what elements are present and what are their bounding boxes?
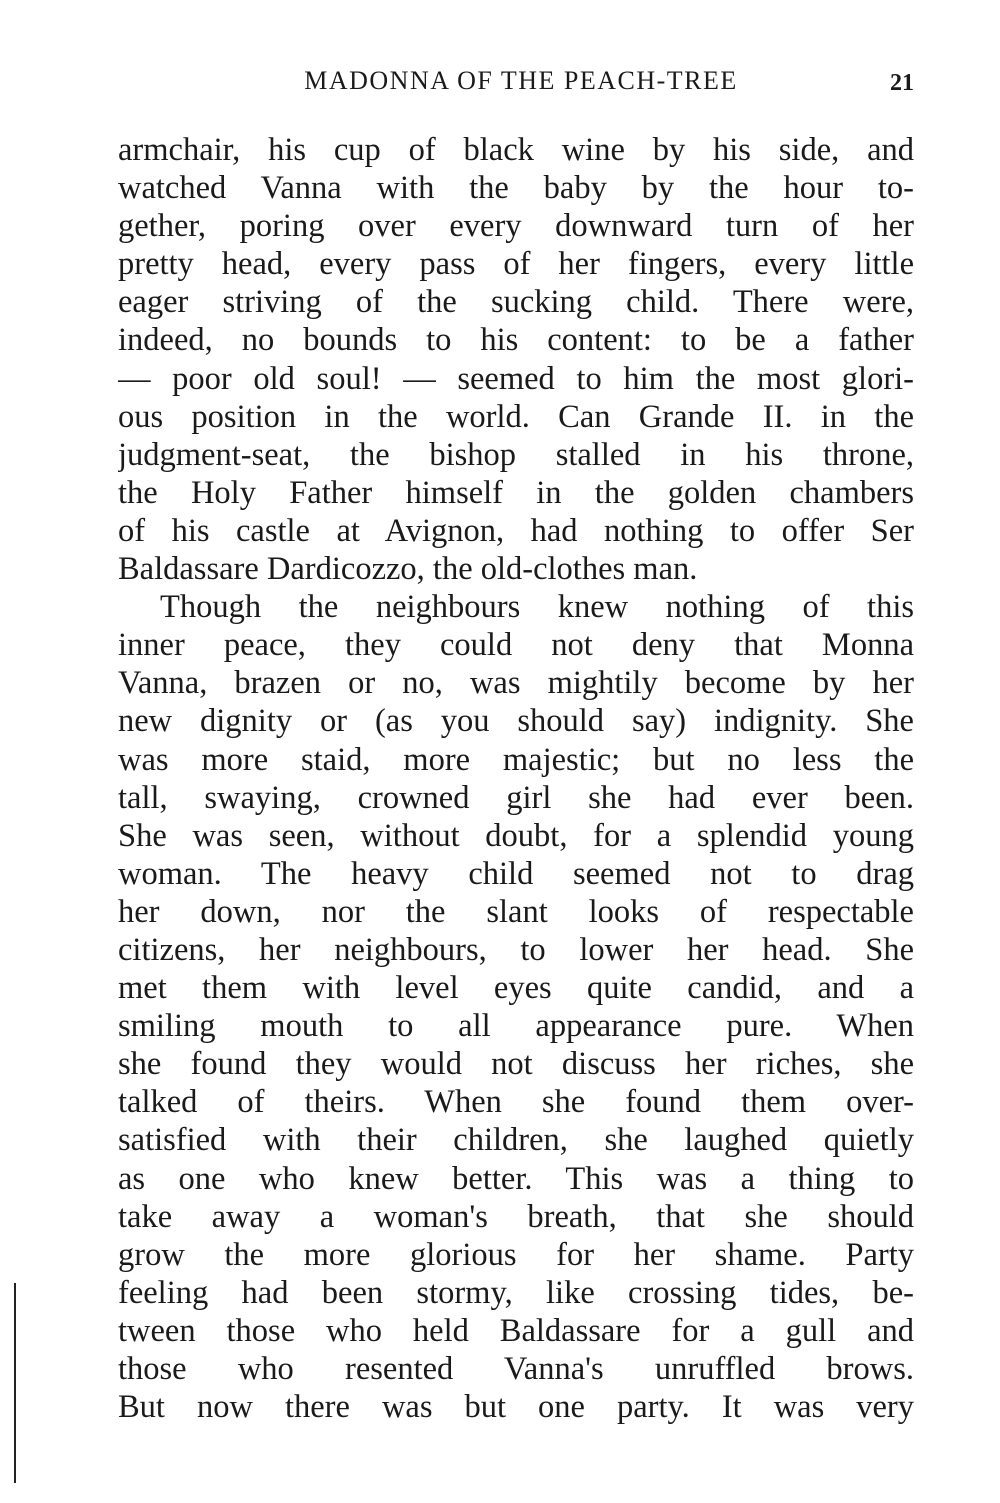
text-line: eager striving of the sucking child. There were, — [118, 284, 914, 321]
text-line: Vanna, brazen or no, was mightily become by her — [118, 665, 914, 702]
paragraph-end-line: Baldassare Dardicozzo, the old-clothes man. — [118, 551, 698, 588]
paragraph-start-line: Though the neighbours knew nothing of this — [160, 589, 914, 626]
text-line: talked of theirs. When she found them over- — [118, 1084, 914, 1121]
text-line: tall, swaying, crowned girl she had ever been. — [118, 779, 914, 816]
text-line: — poor old soul! — seemed to him the most glori- — [118, 360, 914, 397]
text-line: feeling had been stormy, like crossing tides, be- — [118, 1274, 914, 1311]
text-line: She was seen, without doubt, for a splendid young — [118, 817, 914, 854]
text-line: satisfied with their children, she laughed quietly — [118, 1122, 914, 1159]
running-title: MADONNA OF THE PEACH-TREE — [304, 66, 738, 95]
text-line: But now there was but one party. It was very — [118, 1389, 914, 1426]
text-line: of his castle at Avignon, had nothing to offer Ser — [118, 512, 914, 549]
scan-edge-line — [14, 1283, 16, 1483]
text-line: new dignity or (as you should say) indignity. She — [118, 703, 914, 740]
text-line: ous position in the world. Can Grande II. in the — [118, 398, 914, 435]
text-line: indeed, no bounds to his content: to be a father — [118, 322, 914, 359]
text-line: she found they would not discuss her riches, she — [118, 1046, 914, 1083]
text-line: was more staid, more majestic; but no less the — [118, 741, 914, 778]
text-line: citizens, her neighbours, to lower her head. She — [118, 931, 914, 968]
text-line: take away a woman's breath, that she should — [118, 1198, 914, 1235]
text-line: tween those who held Baldassare for a gull and — [118, 1312, 914, 1349]
text-line: woman. The heavy child seemed not to drag — [118, 855, 914, 892]
text-line: met them with level eyes quite candid, and a — [118, 970, 914, 1007]
text-line: the Holy Father himself in the golden chambers — [118, 474, 914, 511]
page-number: 21 — [890, 70, 914, 96]
text-line: watched Vanna with the baby by the hour to- — [118, 170, 914, 207]
text-line: armchair, his cup of black wine by his side, and — [118, 132, 914, 168]
text-line: pretty head, every pass of her fingers, every little — [118, 246, 914, 283]
running-head — [118, 64, 914, 98]
text-line: judgment-seat, the bishop stalled in his throne, — [118, 436, 914, 473]
body-text — [118, 131, 914, 1426]
text-line: inner peace, they could not deny that Monna — [118, 627, 914, 664]
text-line: grow the more glorious for her shame. Party — [118, 1236, 914, 1273]
text-line: as one who knew better. This was a thing to — [118, 1160, 914, 1197]
text-line: smiling mouth to all appearance pure. When — [118, 1008, 914, 1045]
text-line: those who resented Vanna's unruffled brows. — [118, 1351, 914, 1387]
text-line: gether, poring over every downward turn of her — [118, 208, 914, 245]
text-line: her down, nor the slant looks of respectable — [118, 893, 914, 930]
